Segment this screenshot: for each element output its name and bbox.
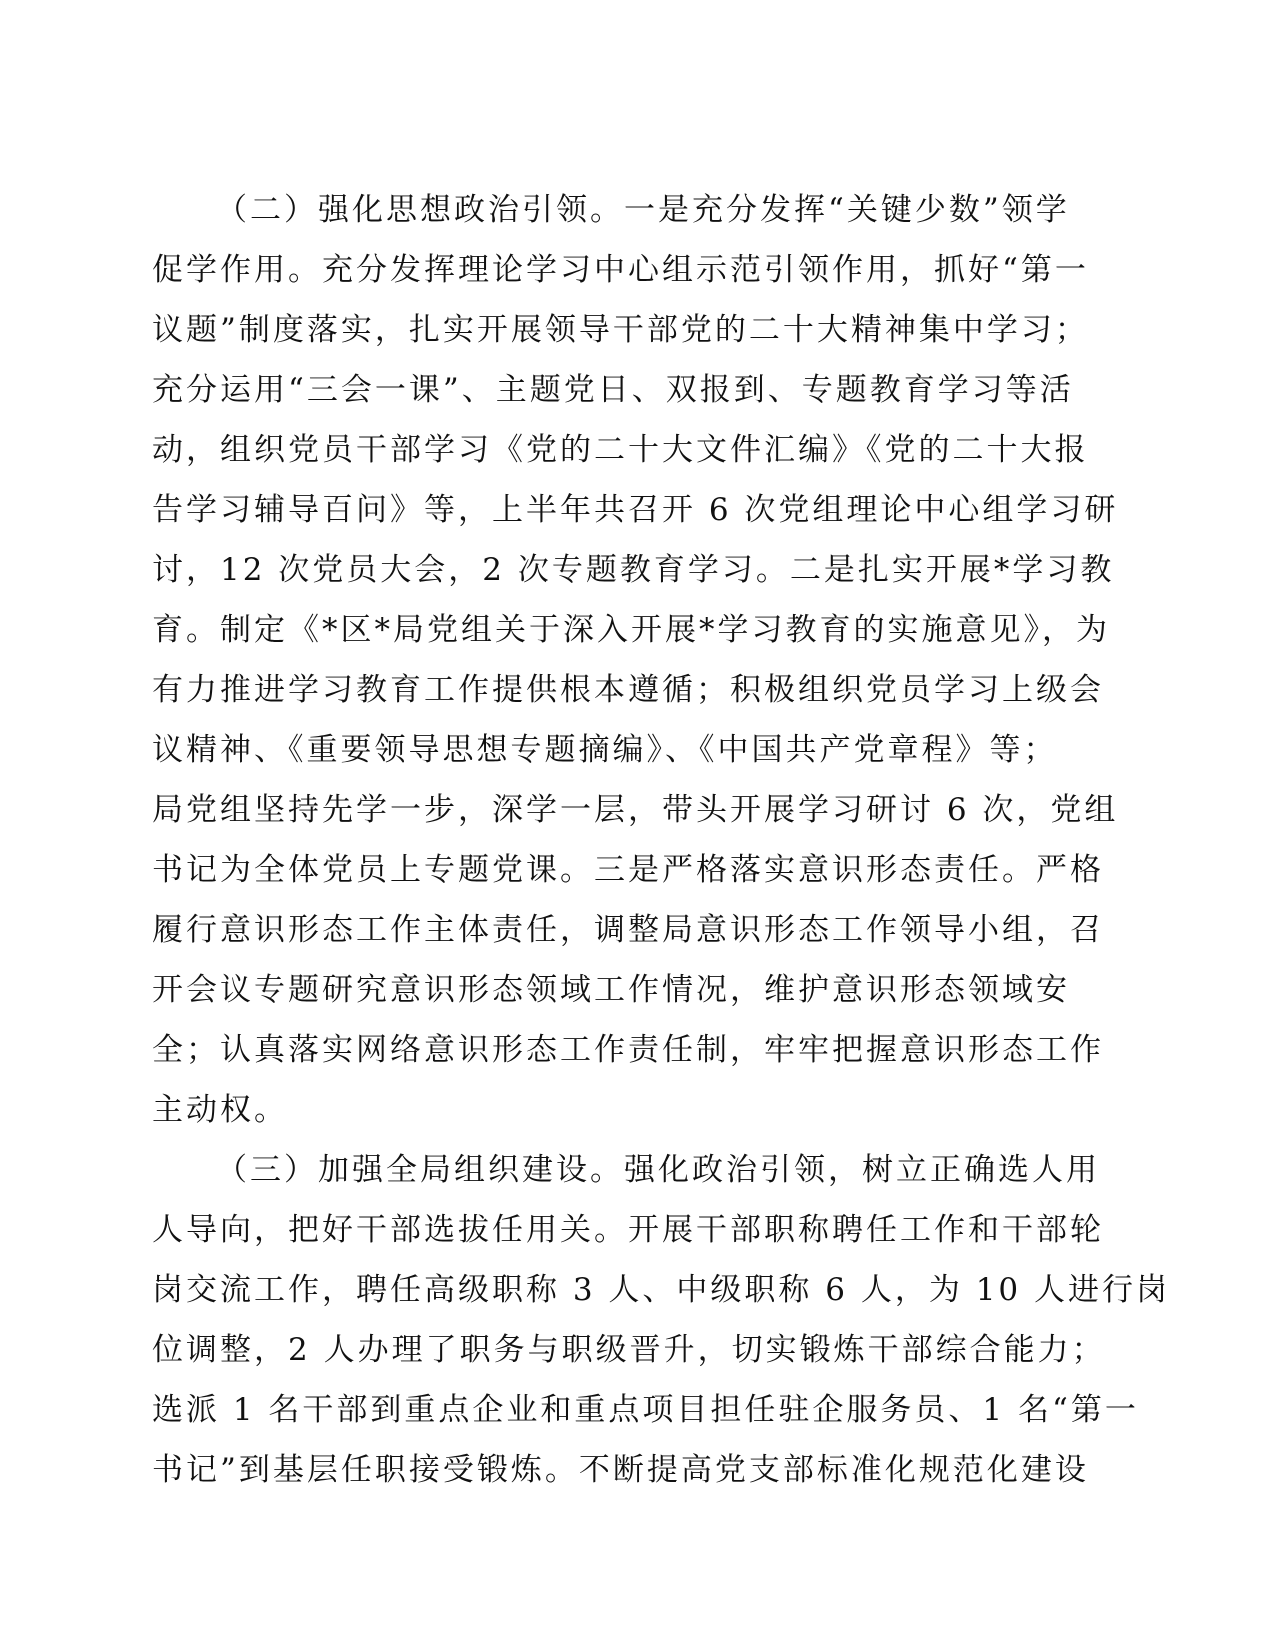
text-line: 书记为全体党员上专题党课。三是严格落实意识形态责任。严格 bbox=[152, 852, 1104, 888]
text-line: 主动权。 bbox=[152, 1092, 288, 1128]
text-line: 促学作用。充分发挥理论学习中心组示范引领作用，抓好“第一 bbox=[152, 252, 1089, 288]
text-line: 全；认真落实网络意识形态工作责任制，牢牢把握意识形态工作 bbox=[152, 1032, 1104, 1068]
text-line: 位调整，2 人办理了职务与职级晋升，切实锻炼干部综合能力； bbox=[152, 1332, 1106, 1368]
text-line: 有力推进学习教育工作提供根本遵循；积极组织党员学习上级会 bbox=[152, 672, 1104, 708]
text-line: 开会议专题研究意识形态领域工作情况，维护意识形态领域安 bbox=[152, 972, 1070, 1008]
text-line: 议题”制度落实，扎实开展领导干部党的二十大精神集中学习； bbox=[152, 312, 1089, 348]
text-line: 书记”到基层任职接受锻炼。不断提高党支部标准化规范化建设 bbox=[152, 1452, 1089, 1488]
text-line: 选派 1 名干部到重点企业和重点项目担任驻企服务员、1 名“第一 bbox=[152, 1392, 1139, 1428]
text-line: 动，组织党员干部学习《党的二十大文件汇编》《党的二十大报 bbox=[152, 432, 1089, 468]
paragraph-3-heading-line: （三）加强全局组织建设。强化政治引领，树立正确选人用 bbox=[216, 1152, 1100, 1188]
paragraph-2-heading-line: （二）强化思想政治引领。一是充分发挥“关键少数”领学 bbox=[216, 192, 1070, 228]
text-line: 岗交流工作，聘任高级职称 3 人、中级职称 6 人，为 10 人进行岗 bbox=[152, 1272, 1171, 1308]
text-line: 育。制定《*区*局党组关于深入开展*学习教育的实施意见》，为 bbox=[152, 612, 1110, 648]
document-body bbox=[152, 180, 1171, 1500]
text-line: 人导向，把好干部选拔任用关。开展干部职称聘任工作和干部轮 bbox=[152, 1212, 1104, 1248]
text-line: 告学习辅导百问》等，上半年共召开 6 次党组理论中心组学习研 bbox=[152, 492, 1119, 528]
text-line: 履行意识形态工作主体责任，调整局意识形态工作领导小组，召 bbox=[152, 912, 1104, 948]
text-line: 充分运用“三会一课”、主题党日、双报到、专题教育学习等活 bbox=[152, 372, 1074, 408]
text-line: 局党组坚持先学一步，深学一层，带头开展学习研讨 6 次，党组 bbox=[152, 792, 1119, 828]
text-line: 讨，12 次党员大会，2 次专题教育学习。二是扎实开展*学习教 bbox=[152, 552, 1115, 588]
text-line: 议精神、《重要领导思想专题摘编》、《中国共产党章程》等； bbox=[152, 732, 1058, 768]
